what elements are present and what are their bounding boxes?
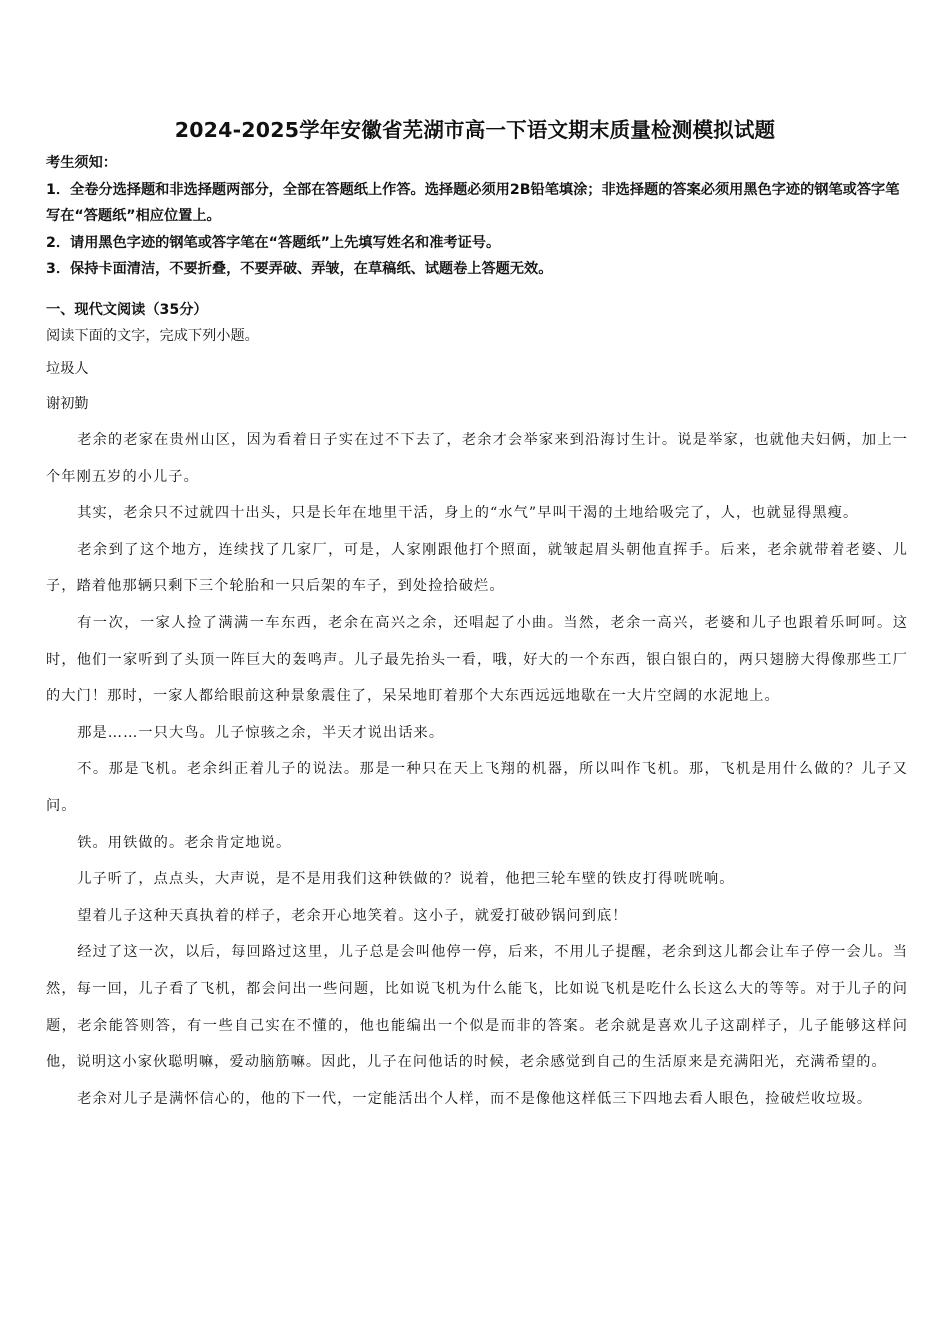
article-paragraph: 老余对儿子是满怀信心的，他的下一代，一定能活出个人样，而不是像他这样低三下四地去看人眼色，捡破烂收垃圾。 [77, 1090, 873, 1107]
article-title: 垃圾人 [46, 361, 89, 377]
notice-heading: 考生须知： [46, 155, 117, 171]
article-paragraph: 经过了这一次，以后，每回路过这里，儿子总是会叫他停一停，后来，不用儿子提醒，老余到这儿都会让车子停一会儿。当然，每一回，儿子看了飞机，都会问出一些问题，比如说飞机为什么能飞，比如说飞机是吃什么长这么大的等等。对于儿子的问题，老余能答则答，有一些自己实在不懂的，他也能编出一个似是而非的答案。老余就是喜欢儿子这副样子，儿子能够这样问他，说明这小家伙聪明嘛，爱动脑筋嘛。因此，儿子在问他话的时候，老余感觉到自己的生活原来是充满阳光，充满希望的。 [46, 944, 908, 1071]
document-title: 2024-2025学年安徽省芜湖市高一下语文期末质量检测模拟试题 [174, 118, 776, 142]
notice-item: 3．保持卡面清洁，不要折叠，不要弄破、弄皱，在草稿纸、试题卷上答题无效。 [46, 261, 553, 277]
article-paragraph: 铁。用铁做的。老余肯定地说。 [77, 834, 292, 851]
article-paragraph: 其实，老余只不过就四十出头，只是长年在地里干活，身上的“水气”早叫干渴的土地给吸完了，人，也就显得黑瘦。 [77, 505, 859, 522]
article-paragraph: 儿子听了，点点头，大声说，是不是用我们这种铁做的？说着，他把三轮车壁的铁皮打得咣咣响。 [77, 871, 735, 888]
article-body [46, 422, 908, 1117]
section-heading: 一、现代文阅读（35分） [46, 302, 208, 318]
article-paragraph: 老余到了这个地方，连续找了几家厂，可是，人家刚跟他打个照面，就皱起眉头朝他直挥手。后来，老余就带着老婆、儿子，踏着他那辆只剩下三个轮胎和一只后架的车子，到处捡拾破烂。 [46, 541, 908, 595]
notice-item: 2．请用黑色字迹的钢笔或答字笔在“答题纸”上先填写姓名和准考证号。 [46, 234, 501, 251]
section-instruction: 阅读下面的文字，完成下列小题。 [46, 328, 259, 344]
article-paragraph: 有一次，一家人捡了满满一车东西，老余在高兴之余，还唱起了小曲。当然，老余一高兴，老婆和儿子也跟着乐呵呵。这时，他们一家听到了头顶一阵巨大的轰鸣声。儿子最先抬头一看，哦，好大的一个东西，银白银白的，两只翅膀大得像那些工厂的大门！那时，一家人都给眼前这种景象震住了，呆呆地盯着那个大东西远远地歇在一大片空阔的水泥地上。 [46, 614, 908, 705]
reading-section [46, 297, 908, 1117]
article-paragraph: 不。那是飞机。老余纠正着儿子的说法。那是一种只在天上飞翔的机器，所以叫作飞机。那，飞机是用什么做的？儿子又问。 [46, 761, 908, 814]
candidate-notice [46, 150, 908, 283]
article-paragraph: 望着儿子这种天真执着的样子，老余开心地笑着。这小子，就爱打破砂锅问到底！ [77, 907, 628, 924]
article-paragraph: 老余的老家在贵州山区，因为看着日子实在过不下去了，老余才会举家来到沿海讨生计。说是举家，也就他夫妇俩，加上一个年刚五岁的小儿子。 [46, 432, 908, 485]
article-author: 谢初勤 [46, 396, 89, 412]
notice-item: 1．全卷分选择题和非选择题两部分，全部在答题纸上作答。选择题必须用2B铅笔填涂；非选择题的答案必须用黑色字迹的钢笔或答字笔写在“答题纸”相应位置上。 [46, 181, 900, 224]
article-paragraph: 那是……一只大鸟。儿子惊骇之余，半天才说出话来。 [77, 724, 445, 741]
